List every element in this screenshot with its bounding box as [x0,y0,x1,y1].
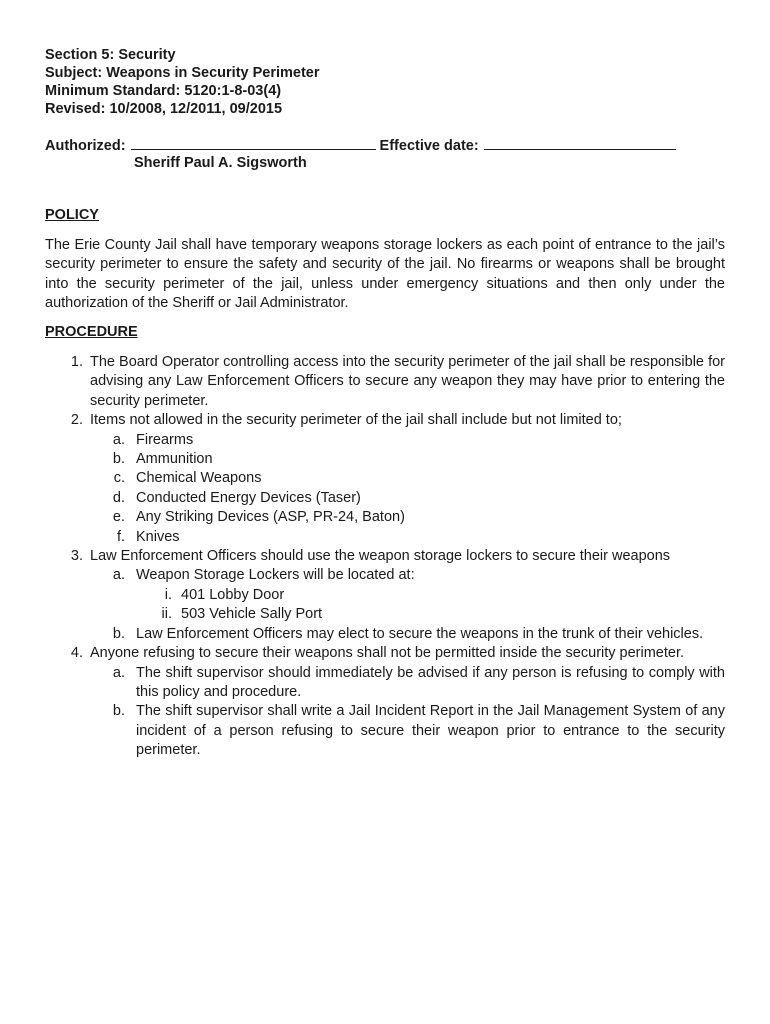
sub-list-item [45,469,725,488]
procedure-list [45,353,725,761]
list-item-text: The shift supervisor should immediately be advised if any person is refusing to comply with this policy and procedure. [136,664,725,700]
list-marker: b. [112,703,125,720]
list-marker: i. [164,586,172,603]
effective-date-label: Effective date: [379,138,479,154]
sub-list-item [45,625,725,644]
list-marker: e. [112,509,125,526]
sub-list-item [45,702,725,760]
sub-list-item [45,566,725,585]
list-item-text: Conducted Energy Devices (Taser) [136,489,361,506]
sub-sub-list-item [45,586,725,605]
list-item-text: Chemical Weapons [136,470,262,487]
list-item-text: Items not allowed in the security perimeter of the jail shall include but not limited to; [90,412,622,429]
sub-list-item [45,528,725,547]
list-marker: b. [112,625,125,642]
authorization-line [45,136,745,155]
sub-list-item [45,450,725,469]
list-marker: 2. [70,412,83,429]
list-item-text: Firearms [136,431,194,448]
section-line: Section 5: Security [45,47,176,63]
document-header [45,46,320,118]
list-item-text: The shift supervisor shall write a Jail Incident Report in the Jail Management System of any incident of a person refusing to secure their weapon prior to entrance to the security perimeter. [136,703,725,759]
list-marker: b. [112,451,125,468]
list-item-text: 503 Vehicle Sally Port [181,606,323,623]
list-marker: 3. [70,548,83,565]
list-marker: f. [116,528,125,545]
sub-list-item [45,664,725,703]
list-item-text: Knives [136,528,180,545]
list-marker: a. [112,567,125,584]
procedure-heading: PROCEDURE [45,324,138,340]
list-item [45,547,725,566]
list-marker: 4. [70,645,83,662]
list-marker: ii. [161,606,172,623]
list-item-text: 401 Lobby Door [181,586,285,603]
list-item [45,411,725,430]
standard-line: Minimum Standard: 5120:1-8-03(4) [45,83,282,99]
sub-sub-list-item [45,605,725,624]
subject-line: Subject: Weapons in Security Perimeter [45,65,320,81]
list-marker: d. [112,489,125,506]
list-item-text: Anyone refusing to secure their weapons shall not be permitted inside the security perimeter. [90,645,685,662]
sheriff-name: Sheriff Paul A. Sigsworth [134,155,307,171]
list-marker: 1. [70,354,83,370]
list-marker: a. [112,431,125,448]
list-item-text: Weapon Storage Lockers will be located at: [136,567,415,584]
list-item [45,644,725,663]
list-item-text: Law Enforcement Officers should use the weapon storage lockers to secure their weapons [90,548,671,565]
authorized-label: Authorized: [45,138,126,154]
list-item-text: The Board Operator controlling access into the security perimeter of the jail shall be responsible for advising any Law Enforcement Officers to secure any weapon they may have prior to entering the security perimeter. [90,354,725,409]
sub-list-item [45,489,725,508]
authorized-signature-blank [131,136,376,150]
list-item-text: Law Enforcement Officers may elect to secure the weapons in the trunk of their vehicles. [136,625,704,642]
list-marker: c. [113,470,125,487]
policy-paragraph: The Erie County Jail shall have temporary weapons storage lockers as each point of entrance to the jail’s security perimeter to ensure the safety and security of the jail. No firearms or weapons shall be brought into the security perimeter of the jail, unless under emergency situations and then only under the authorization of the Sheriff or Jail Administrator. [45,237,725,312]
revised-line: Revised: 10/2008, 12/2011, 09/2015 [45,101,283,117]
list-item-text: Ammunition [136,451,213,468]
list-item [45,353,725,411]
sub-list-item [45,508,725,527]
list-item-text: Any Striking Devices (ASP, PR-24, Baton) [136,509,405,526]
list-marker: a. [112,664,125,681]
policy-heading: POLICY [45,207,99,223]
sub-list-item [45,431,725,450]
effective-date-blank [484,136,676,150]
